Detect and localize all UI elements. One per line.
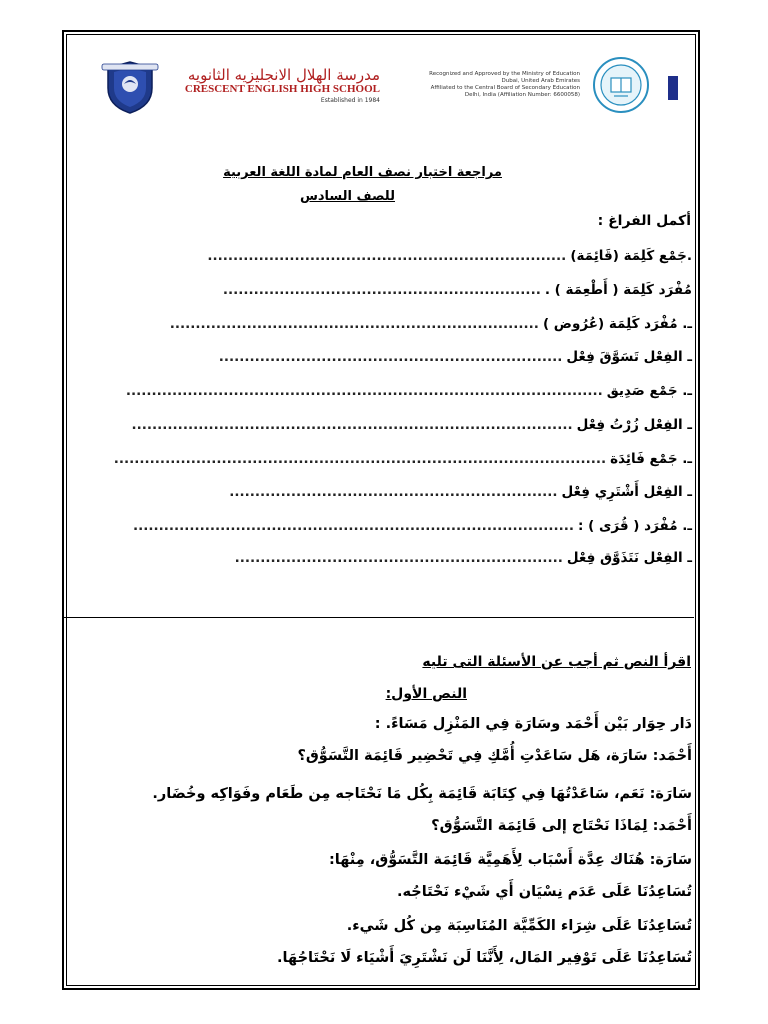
fill-item: ـ. جَمْع فَائِدَة ................................................................................................ <box>113 451 692 467</box>
reading-heading: اقرأ النص ثم أجب عن الأسئلة التى تليه <box>422 654 691 670</box>
passage-line: سَارَة: نَعَم، سَاعَدْتُهَا فِي كِتَابَة قَائِمَة بِكُل مَا نَحْتَاجه مِن طَعَام وفَوَاكِه وخُضَار. <box>152 786 692 802</box>
passage-line: تُسَاعِدُنَا عَلَى تَوْفِير المَال، لِأَنَّنَا لَن نَشْتَرِيَ أَشْيَاء لَا نَحْتَاجُهَا. <box>277 950 692 966</box>
text-title: النص الأول: <box>385 686 467 702</box>
fill-item: ـ الفِعْل أَشْتَرِي فِعْل ................................................................ <box>229 484 692 500</box>
passage-line: تُسَاعِدُنَا عَلَى شِرَاء الكَمِّيَّة المُنَاسِبَة مِن كُل شَيء. <box>346 918 692 934</box>
fill-item: .جَمْع كَلِمَة (قَائِمَة) ...................................................................... <box>207 248 692 264</box>
passage-line: تُسَاعِدُنَا عَلَى عَدَم نِسْيَان أَي شَيْء نَحْتَاجُه. <box>396 884 692 900</box>
accreditation-text: Recognized and Approved by the Ministry of Education Dubai, United Arab Emirates Affiliated to the Central Board of Secondary Education Delhi, India (Affiliation Number: 6600058) <box>429 71 580 98</box>
fill-item: مُفْرَد كَلِمَة ( أَطْعِمَة ) . .............................................................. <box>222 282 692 298</box>
fill-blanks-heading: أكمل الفراغ : <box>597 213 691 229</box>
passage-line: أَحْمَد: سَارَة، هَل سَاعَدْتِ أُمَّكِ فِي تَحْضِير قَائِمَة التَّسَوُّق؟ <box>297 748 692 764</box>
passage-line: دَار حِوَار بَيْن أَحْمَد وسَارَة فِي المَنْزِل مَسَاءً. : <box>374 716 692 732</box>
fill-item: ـ الفِعْل زُرْتُ فِعْل ...................................................................................... <box>131 417 692 433</box>
passage-line: أَحْمَد: لِمَاذَا نَحْتَاج إلى قَائِمَة التَّسَوُّق؟ <box>431 818 692 834</box>
fill-item: ـ. مُفْرَد ( قُرَى ) : ...................................................................................... <box>132 518 692 534</box>
page-subtitle: للصف السادس <box>299 189 395 204</box>
letterhead <box>90 50 690 120</box>
fill-item: ـ. مُفْرَد كَلِمَة (عُرُوض ) ........................................................................ <box>169 316 692 332</box>
fill-item: ـ. جَمْع صَدِيق ............................................................................................. <box>125 383 692 399</box>
school-crest-icon <box>100 56 160 116</box>
accent-bar <box>668 76 678 100</box>
page-title: مراجعة اختبار نصف العام لمادة اللغة العربية <box>223 165 502 180</box>
school-name-arabic: مدرسة الهلال الانجليزيه الثانويه <box>187 66 380 84</box>
section-divider <box>62 617 694 618</box>
fill-item: ـ الفِعْل نَتَذَوَّق فِعْل ................................................................ <box>234 550 692 566</box>
board-seal-icon <box>592 56 650 114</box>
school-name-english: CRESCENT ENGLISH HIGH SCHOOL <box>184 83 380 95</box>
established-text: Established in 1984 <box>320 97 380 104</box>
passage-line: سَارَة: هُنَاك عِدَّة أَسْبَاب لِأَهَمِيَّة قَائِمَة التَّسَوُّق، مِنْهَا: <box>328 852 692 868</box>
fill-item: ـ الفِعْل تَسَوَّقَ فِعْل ................................................................... <box>218 349 692 365</box>
